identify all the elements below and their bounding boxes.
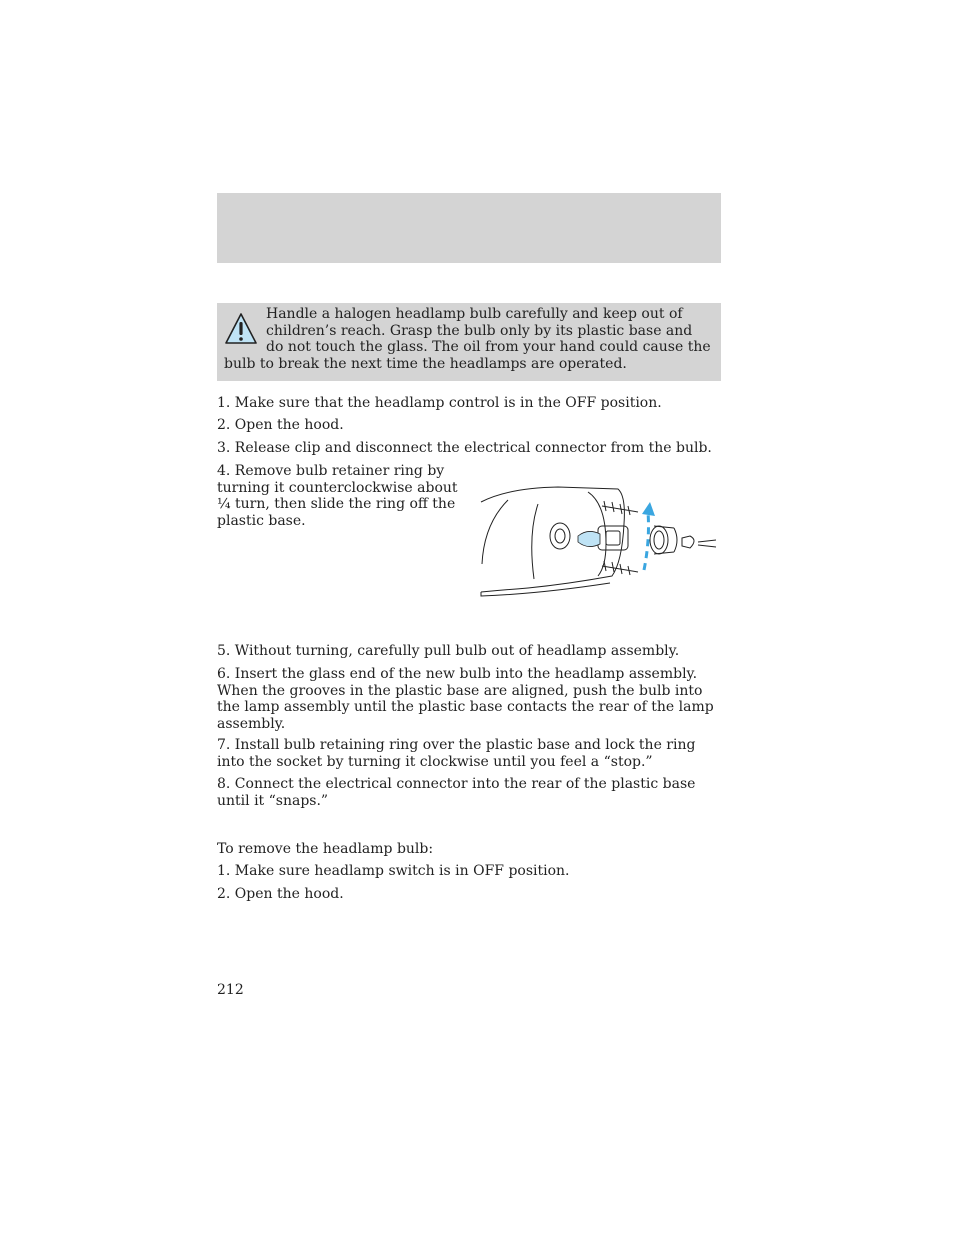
- install-step-3: 3. Release clip and disconnect the electrical connector from the bulb.: [217, 440, 712, 456]
- electrical-connector: [682, 536, 716, 548]
- warning-box: [217, 303, 721, 381]
- install-step-4: 4. Remove bulb retainer ring by turning it counterclockwise about ¼ turn, then slide the ring off the plastic base.: [217, 463, 458, 529]
- adjuster-screw-bottom: [602, 561, 638, 575]
- install-step-7: 7. Install bulb retaining ring over the plastic base and lock the ring into the socket by turning it clockwise until you feel a “stop.”: [217, 737, 696, 770]
- remove-intro: To remove the headlamp bulb:: [217, 841, 434, 857]
- bulb-glass: [578, 531, 600, 546]
- headlamp-housing-outline: [481, 487, 624, 592]
- housing-socket: [550, 523, 570, 549]
- install-step-6: 6. Insert the glass end of the new bulb into the headlamp assembly. When the grooves in the plastic base are aligned, push the bulb into the lamp assembly until the plastic base contacts the rear of the lamp assembly.: [217, 666, 714, 732]
- adjuster-screw-top: [602, 501, 638, 515]
- rotation-arrow: [644, 512, 649, 570]
- install-step-5: 5. Without turning, carefully pull bulb out of headlamp assembly.: [217, 643, 680, 659]
- install-step-1: 1. Make sure that the headlamp control is in the OFF position.: [217, 395, 662, 411]
- remove-step-2: 2. Open the hood.: [217, 886, 344, 902]
- install-step-8: 8. Connect the electrical connector into the rear of the plastic base until it “snaps.”: [217, 776, 696, 809]
- warning-text: Handle a halogen headlamp bulb carefully and keep out of children’s reach. Grasp the bulb only by its plastic base and do not touch the glass. The oil from your hand could cause the bulb to break the next time the headlamps are operated.: [224, 306, 711, 372]
- warning-triangle-icon: [224, 312, 258, 346]
- install-step-2: 2. Open the hood.: [217, 417, 344, 433]
- retainer-ring: [650, 526, 668, 554]
- remove-step-1: 1. Make sure headlamp switch is in OFF position.: [217, 863, 570, 879]
- page-number: 212: [217, 982, 244, 998]
- headlamp-bulb-diagram: [478, 484, 718, 600]
- section-header-band: [217, 193, 721, 263]
- arrow-head: [642, 502, 655, 516]
